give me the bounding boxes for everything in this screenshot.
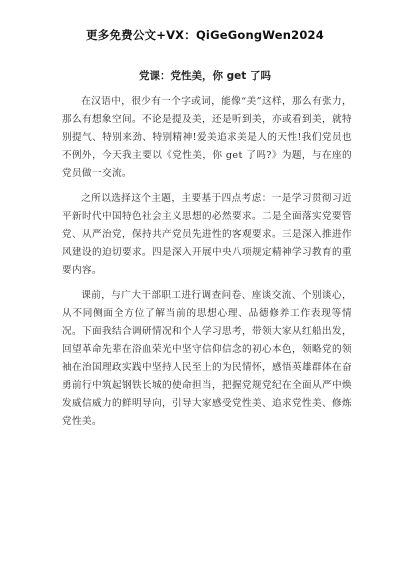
document-title: 党课：党性美，你 get 了吗 bbox=[139, 70, 271, 82]
paragraph-intro: 在汉语中，很少有一个字或词，能像“美”这样，那么有张力，那么有想象空间。不论是提及美，还是听到美，亦或看到美，就特别提气、特别来劲、特别精神!爱美追求美是人的天性!我们党员也不例外，今天我主要以《党性美，你 get 了吗?》为题，与在座的党员做一交流。 bbox=[62, 96, 352, 179]
paragraph-reasons: 之所以选择这个主题，主要基于四点考虑：一是学习贯彻习近平新时代中国特色社会主义思想的必然要求。二是全面落实党要管党、从严治党，保持共产党员先进性的客观要求。三是深入推进作风建设的迫切要求。四是深入开展中央八项规定精神学习教育的重要内容。 bbox=[62, 193, 352, 276]
promo-header: 更多免费公文+VX：QiGeGongWen2024 bbox=[86, 28, 324, 42]
document-body bbox=[62, 93, 352, 438]
paragraph-preparation: 课前，与广大干部职工进行调查问卷、座谈交流、个别谈心，从不同侧面全方位了解当前的思想心理、品德修养工作表现等情况。下面我结合调研情况和个人学习思考，带领大家从红船出发，回望革命先辈在浴血荣光中坚守信仰信念的初心本色，领略党的领袖在治国理政实践中坚持人民至上的为民情怀，感悟英雄群体在奋勇前行中筑起钢铁长城的使命担当，把握党规党纪在全面从严中焕发威信威力的鲜明导向，引导大家感受党性美、追求党性美、修炼党性美。 bbox=[62, 290, 352, 427]
